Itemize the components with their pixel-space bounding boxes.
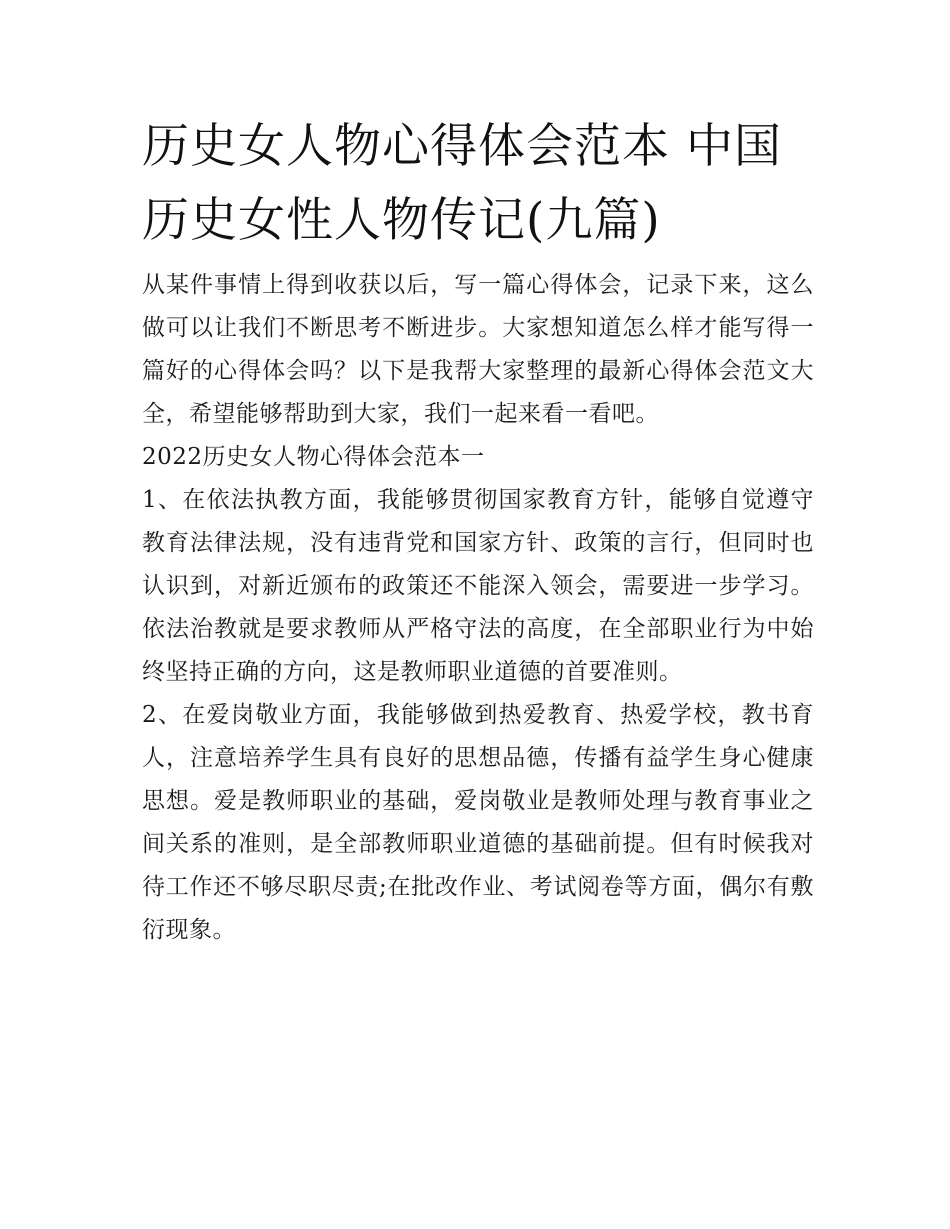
document-body bbox=[142, 264, 814, 952]
intro-paragraph: 从某件事情上得到收获以后，写一篇心得体会，记录下来，这么做可以让我们不断思考不断进步。大家想知道怎么样才能写得一篇好的心得体会吗？以下是我帮大家整理的最新心得体会范文大全，希望能够帮助到大家，我们一起来看一看吧。 bbox=[142, 272, 814, 427]
section-heading: 2022历史女人物心得体会范本一 bbox=[142, 444, 485, 470]
body-paragraph-1: 1、在依法执教方面，我能够贯彻国家教育方针，能够自觉遵守教育法律法规，没有违背党和国家方针、政策的言行，但同时也认识到，对新近颁布的政策还不能深入领会，需要进一步学习。依法治教就是要求教师从严格守法的高度，在全部职业行为中始终坚持正确的方向，这是教师职业道德的首要准则。 bbox=[142, 487, 814, 685]
body-paragraph-2: 2、在爱岗敬业方面，我能够做到热爱教育、热爱学校，教书育人，注意培养学生具有良好的思想品德，传播有益学生身心健康思想。爱是教师职业的基础，爱岗敬业是教师处理与教育事业之间关系的准则，是全部教师职业道德的基础前提。但有时候我对待工作还不够尽职尽责;在批改作业、考试阅卷等方面，偶尔有敷衍现象。 bbox=[142, 702, 814, 943]
document-title: 历史女人物心得体会范本 中国历史女性人物传记(九篇) bbox=[142, 119, 782, 248]
document-page bbox=[142, 110, 814, 952]
